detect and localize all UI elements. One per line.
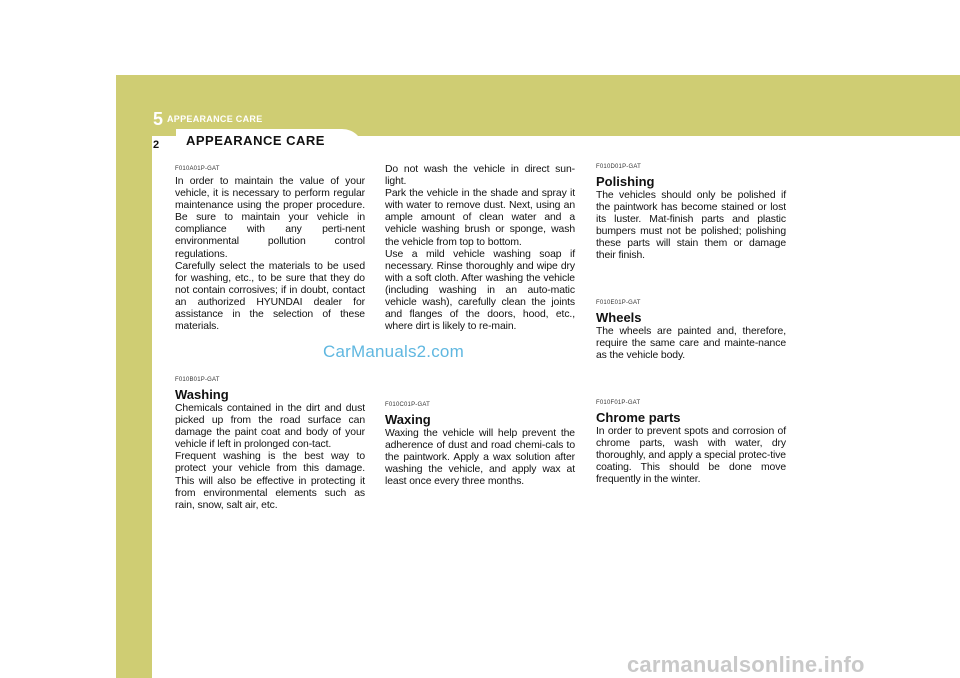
page-number: 2 — [153, 139, 160, 151]
waxing-body: Waxing the vehicle will help prevent the adherence of dust and road chemi-cals to the paintwork. Apply a wax solution after washing the vehicle, and apply wax at least once every three months. — [385, 428, 575, 488]
waxing-section — [385, 402, 575, 488]
footer-watermark: carmanualsonline.info — [627, 652, 865, 677]
intro-section — [175, 166, 365, 333]
chrome-section — [596, 400, 786, 486]
section-code: F010A01P-GAT — [175, 166, 220, 172]
chapter-title: APPEARANCE CARE — [167, 114, 263, 124]
polishing-heading: Polishing — [596, 174, 655, 189]
waxing-heading: Waxing — [385, 412, 431, 427]
wheels-body: The wheels are painted and, therefore, require the same care and mainte-nance as the vehicle body. — [596, 326, 786, 362]
section-code: F010D01P-GAT — [596, 164, 641, 170]
chrome-heading: Chrome parts — [596, 410, 681, 425]
section-code: F010B01P-GAT — [175, 377, 220, 383]
section-tab-title: APPEARANCE CARE — [186, 133, 325, 148]
washing-body: Chemicals contained in the dirt and dust picked up from the road surface can damage the paint coat and body of your vehicle if left in prolonged con-tact. Frequent washing is the best way to protect your vehicle from this damage. This will also be effective in protecting it from environmental elements such as rain, snow, salt air, etc. — [175, 403, 365, 511]
polishing-body: The vehicles should only be polished if the paintwork has become stained or lost its luster. Mat-finish parts and plastic bumpers must not be polished; polishing these parts will stain them or damage their finish. — [596, 190, 786, 262]
intro-body: In order to maintain the value of your vehicle, it is necessary to perform regular maintenance using the proper procedure. Be sure to maintain your vehicle in compliance with any perti-nent environmental pollution control regulations. Carefully select the materials to be used for washing, etc., to be sure that they do not contain corrosives; if in doubt, contact an authorized HYUNDAI dealer for assistance in the selection of these materials. — [175, 176, 365, 333]
header-band — [116, 75, 960, 136]
chapter-number: 5 — [153, 109, 164, 129]
washing-continued-body: Do not wash the vehicle in direct sun-light. Park the vehicle in the shade and spray it with water to remove dust. Next, using an ample amount of clean water and a vehicle washing brush or sponge, wash the vehicle from top to bottom. Use a mild vehicle washing soap if necessary. Rinse thoroughly and wipe dry with a soft cloth. After washing the vehicle (including washing in an auto-matic vehicle wash), carefully clean the joints and flanges of the doors, hood, etc., where dirt is likely to re-main. — [385, 164, 575, 333]
wheels-heading: Wheels — [596, 310, 642, 325]
polishing-section — [596, 164, 786, 263]
section-code: F010C01P-GAT — [385, 402, 430, 408]
chrome-body: In order to prevent spots and corrosion of chrome parts, wash with water, dry thoroughly, and apply a special protec-tive coating. This should be done move frequently in the winter. — [596, 426, 786, 486]
watermark-link[interactable]: CarManuals2.com — [323, 342, 464, 361]
washing-heading: Washing — [175, 387, 229, 402]
section-code: F010F01P-GAT — [596, 400, 641, 406]
section-code: F010E01P-GAT — [596, 300, 641, 306]
side-band — [116, 136, 152, 678]
wheels-section — [596, 300, 786, 362]
washing-section — [175, 377, 365, 512]
washing-continued-section — [385, 164, 575, 333]
